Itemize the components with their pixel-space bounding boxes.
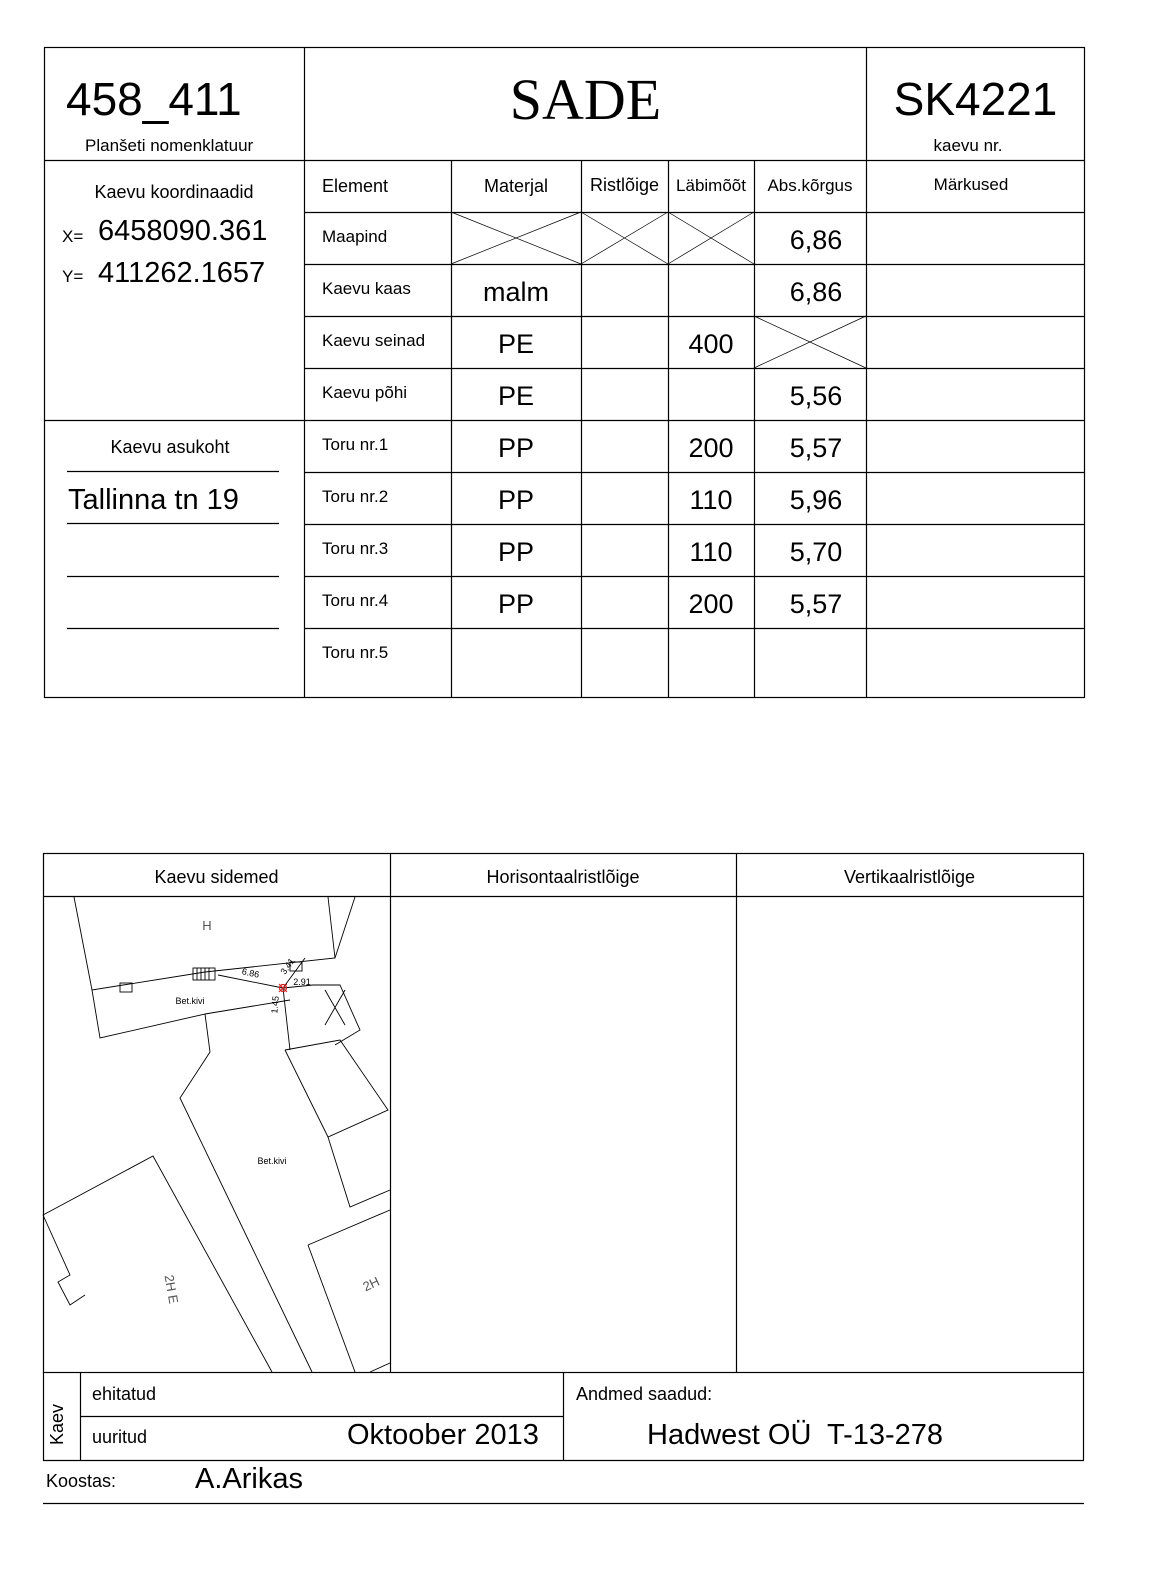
surveyed-label: uuritud: [92, 1427, 148, 1447]
map-label-dist-1: 6.86: [241, 966, 261, 980]
map-label-dist-2: 3.41: [278, 956, 297, 977]
built-label: ehitatud: [92, 1384, 157, 1404]
row-diameter: 110: [689, 485, 733, 515]
map-label-building-left: 2H E: [161, 1273, 182, 1305]
row-abs-height: 5,57: [789, 433, 843, 463]
map-label-building-top: H: [202, 918, 212, 933]
col-well-links-title: Kaevu sidemed: [154, 867, 279, 887]
row-material: malm: [483, 277, 549, 307]
plansheet-label: Planšeti nomenklatuur: [85, 136, 254, 155]
col-horizontal-section-title: Horisontaalristlõige: [486, 867, 640, 887]
th-abs-height: Abs.kõrgus: [767, 176, 853, 195]
row-material: PE: [497, 329, 535, 359]
row-diameter: 110: [689, 537, 733, 567]
row-diameter: 400: [688, 329, 734, 359]
y-coordinate: 411262.1657: [98, 257, 266, 289]
y-label: Y=: [62, 267, 84, 286]
col-vertical-section-title: Vertikaalristlõige: [843, 867, 976, 887]
map-label-paving-2: Bet.kivi: [257, 1156, 287, 1166]
row-abs-height: 5,56: [789, 381, 843, 411]
th-material: Materjal: [483, 176, 549, 196]
map-label-building-right: 2H: [360, 1273, 382, 1295]
data-source-label: Andmed saadud:: [576, 1384, 713, 1404]
location-address: Tallinna tn 19: [68, 484, 239, 516]
row-element-label: Toru nr.5: [322, 643, 389, 662]
x-coordinate: 6458090.361: [98, 215, 268, 247]
row-element-label: Toru nr.1: [322, 435, 389, 454]
surveyed-date: Oktoober 2013: [347, 1419, 539, 1451]
row-element-label: Kaevu põhi: [322, 383, 408, 402]
row-material: PE: [497, 381, 535, 411]
location-title: Kaevu asukoht: [110, 437, 230, 457]
row-element-label: Toru nr.3: [322, 539, 389, 558]
row-element-label: Kaevu kaas: [322, 279, 411, 298]
row-element-label: Toru nr.2: [322, 487, 389, 506]
map-label-dist-3: 2.91: [293, 977, 311, 987]
map-label-dist-4: 1.45: [269, 995, 281, 1014]
row-diameter: 200: [688, 433, 734, 463]
well-label: Kaev: [47, 1403, 67, 1445]
plansheet-number: 458_411: [66, 73, 242, 125]
th-cross-section: Ristlõige: [589, 175, 660, 195]
row-abs-height: 5,57: [789, 589, 843, 619]
well-number: SK4221: [893, 73, 1058, 125]
x-label: X=: [62, 227, 84, 246]
row-abs-height: 5,96: [789, 485, 843, 515]
row-element-label: Maapind: [322, 227, 388, 246]
th-diameter: Läbimõõt: [676, 176, 746, 195]
row-material: PP: [497, 433, 535, 463]
row-abs-height: 5,70: [789, 537, 843, 567]
row-material: PP: [497, 537, 535, 567]
compiled-by-label: Koostas:: [46, 1471, 117, 1491]
network-type-title: SADE: [509, 67, 662, 132]
site-sketch: [43, 897, 390, 1372]
well-number-label: kaevu nr.: [933, 136, 1003, 155]
th-notes: Märkused: [933, 175, 1009, 194]
th-element: Element: [322, 176, 389, 196]
row-element-label: Toru nr.4: [322, 591, 389, 610]
coordinates-title: Kaevu koordinaadid: [94, 182, 254, 202]
compiled-by-value: A.Arikas: [195, 1463, 303, 1495]
data-source-value: Hadwest OÜ T-13-278: [647, 1419, 944, 1451]
row-element-label: Kaevu seinad: [322, 331, 426, 350]
row-diameter: 200: [688, 589, 734, 619]
row-abs-height: 6,86: [789, 277, 843, 307]
row-material: PP: [497, 485, 535, 515]
map-label-paving-1: Bet.kivi: [175, 996, 205, 1006]
row-material: PP: [497, 589, 535, 619]
row-abs-height: 6,86: [789, 225, 843, 255]
